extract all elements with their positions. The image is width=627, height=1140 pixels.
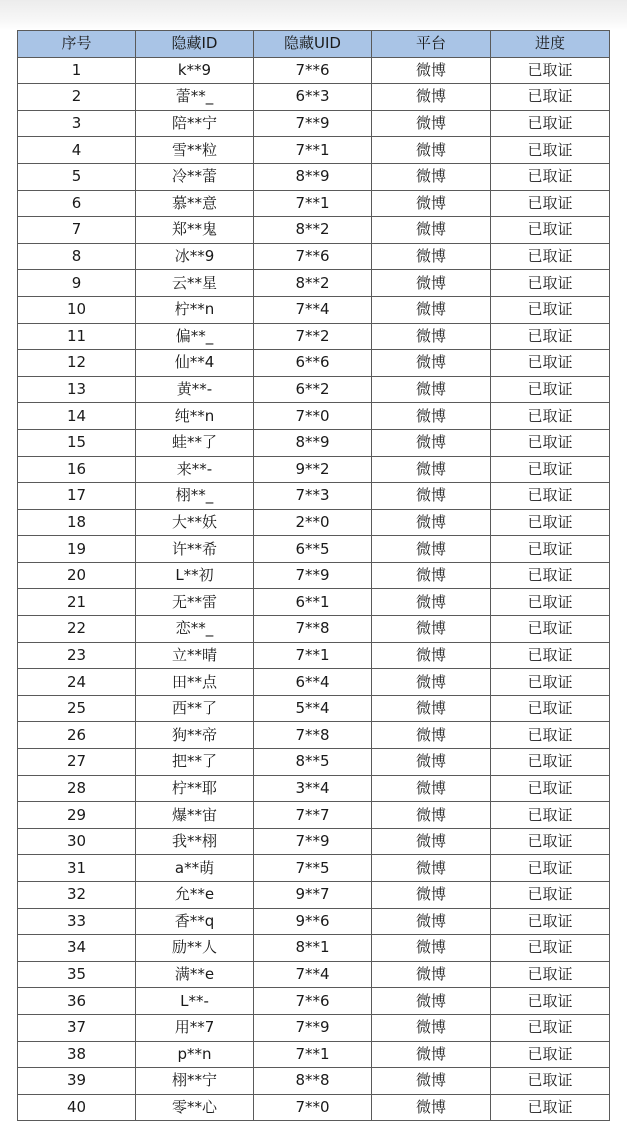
cell-index: 3 bbox=[18, 110, 136, 137]
header-hidden-uid: 隐藏UID bbox=[254, 31, 372, 58]
table-row bbox=[18, 163, 610, 190]
cell-progress: 已取证 bbox=[491, 1094, 610, 1121]
cell-hidden-uid: 9**7 bbox=[254, 882, 372, 909]
table-row bbox=[18, 616, 610, 643]
cell-progress: 已取证 bbox=[491, 483, 610, 510]
table-row bbox=[18, 296, 610, 323]
cell-index: 10 bbox=[18, 296, 136, 323]
cell-hidden-uid: 8**2 bbox=[254, 270, 372, 297]
cell-hidden-uid: 7**8 bbox=[254, 722, 372, 749]
cell-progress: 已取证 bbox=[491, 243, 610, 270]
cell-index: 37 bbox=[18, 1014, 136, 1041]
cell-index: 27 bbox=[18, 749, 136, 776]
cell-platform: 微博 bbox=[372, 1068, 491, 1095]
cell-platform: 微博 bbox=[372, 616, 491, 643]
cell-hidden-id: L**- bbox=[136, 988, 254, 1015]
cell-hidden-id: 许**希 bbox=[136, 536, 254, 563]
cell-platform: 微博 bbox=[372, 429, 491, 456]
cell-hidden-id: 大**妖 bbox=[136, 509, 254, 536]
cell-progress: 已取证 bbox=[491, 509, 610, 536]
cell-hidden-uid: 7**7 bbox=[254, 802, 372, 829]
cell-platform: 微博 bbox=[372, 855, 491, 882]
cell-hidden-id: 栩**宁 bbox=[136, 1068, 254, 1095]
cell-platform: 微博 bbox=[372, 669, 491, 696]
cell-index: 15 bbox=[18, 429, 136, 456]
cell-hidden-id: 来**- bbox=[136, 456, 254, 483]
cell-progress: 已取证 bbox=[491, 376, 610, 403]
cell-hidden-uid: 8**1 bbox=[254, 935, 372, 962]
cell-index: 21 bbox=[18, 589, 136, 616]
cell-index: 31 bbox=[18, 855, 136, 882]
table-row bbox=[18, 57, 610, 84]
cell-hidden-id: 蕾**_ bbox=[136, 84, 254, 111]
cell-hidden-uid: 7**6 bbox=[254, 988, 372, 1015]
cell-hidden-uid: 6**6 bbox=[254, 350, 372, 377]
cell-hidden-uid: 8**8 bbox=[254, 1068, 372, 1095]
cell-platform: 微博 bbox=[372, 110, 491, 137]
cell-hidden-id: 柠**n bbox=[136, 296, 254, 323]
cell-index: 5 bbox=[18, 163, 136, 190]
cell-hidden-id: 用**7 bbox=[136, 1014, 254, 1041]
cell-platform: 微博 bbox=[372, 84, 491, 111]
cell-hidden-uid: 7**4 bbox=[254, 296, 372, 323]
cell-index: 8 bbox=[18, 243, 136, 270]
cell-index: 14 bbox=[18, 403, 136, 430]
table-row bbox=[18, 642, 610, 669]
cell-hidden-uid: 8**9 bbox=[254, 429, 372, 456]
cell-progress: 已取证 bbox=[491, 988, 610, 1015]
table-row bbox=[18, 323, 610, 350]
cell-index: 17 bbox=[18, 483, 136, 510]
cell-index: 30 bbox=[18, 828, 136, 855]
cell-progress: 已取证 bbox=[491, 110, 610, 137]
cell-hidden-uid: 6**3 bbox=[254, 84, 372, 111]
cell-hidden-uid: 7**2 bbox=[254, 323, 372, 350]
cell-progress: 已取证 bbox=[491, 775, 610, 802]
cell-index: 1 bbox=[18, 57, 136, 84]
cell-index: 22 bbox=[18, 616, 136, 643]
cell-hidden-uid: 7**8 bbox=[254, 616, 372, 643]
cell-platform: 微博 bbox=[372, 376, 491, 403]
cell-hidden-id: 爆**宙 bbox=[136, 802, 254, 829]
table-body bbox=[18, 57, 610, 1121]
cell-progress: 已取证 bbox=[491, 616, 610, 643]
cell-hidden-id: 香**q bbox=[136, 908, 254, 935]
cell-index: 25 bbox=[18, 695, 136, 722]
cell-progress: 已取证 bbox=[491, 217, 610, 244]
cell-index: 40 bbox=[18, 1094, 136, 1121]
table-row bbox=[18, 1068, 610, 1095]
cell-platform: 微博 bbox=[372, 190, 491, 217]
cell-hidden-id: 狗**帝 bbox=[136, 722, 254, 749]
cell-index: 16 bbox=[18, 456, 136, 483]
table-row bbox=[18, 350, 610, 377]
cell-progress: 已取证 bbox=[491, 137, 610, 164]
cell-progress: 已取证 bbox=[491, 296, 610, 323]
cell-index: 23 bbox=[18, 642, 136, 669]
cell-progress: 已取证 bbox=[491, 403, 610, 430]
table-row bbox=[18, 483, 610, 510]
cell-hidden-uid: 7**9 bbox=[254, 828, 372, 855]
cell-hidden-uid: 3**4 bbox=[254, 775, 372, 802]
cell-progress: 已取证 bbox=[491, 722, 610, 749]
cell-hidden-uid: 7**9 bbox=[254, 110, 372, 137]
cell-hidden-id: 仙**4 bbox=[136, 350, 254, 377]
cell-progress: 已取证 bbox=[491, 323, 610, 350]
cell-progress: 已取证 bbox=[491, 190, 610, 217]
cell-hidden-uid: 9**2 bbox=[254, 456, 372, 483]
cell-platform: 微博 bbox=[372, 163, 491, 190]
cell-hidden-uid: 7**4 bbox=[254, 961, 372, 988]
cell-hidden-uid: 7**9 bbox=[254, 1014, 372, 1041]
cell-platform: 微博 bbox=[372, 243, 491, 270]
cell-hidden-uid: 2**0 bbox=[254, 509, 372, 536]
cell-index: 26 bbox=[18, 722, 136, 749]
cell-progress: 已取证 bbox=[491, 270, 610, 297]
table-row bbox=[18, 1014, 610, 1041]
cell-progress: 已取证 bbox=[491, 855, 610, 882]
table-row bbox=[18, 961, 610, 988]
cell-hidden-id: 满**e bbox=[136, 961, 254, 988]
cell-progress: 已取证 bbox=[491, 802, 610, 829]
cell-hidden-id: 慕**意 bbox=[136, 190, 254, 217]
cell-hidden-id: 立**晴 bbox=[136, 642, 254, 669]
cell-hidden-id: L**初 bbox=[136, 562, 254, 589]
table-row bbox=[18, 137, 610, 164]
header-index: 序号 bbox=[18, 31, 136, 58]
cell-progress: 已取证 bbox=[491, 961, 610, 988]
table-row bbox=[18, 403, 610, 430]
cell-hidden-uid: 8**9 bbox=[254, 163, 372, 190]
cell-progress: 已取证 bbox=[491, 908, 610, 935]
cell-index: 6 bbox=[18, 190, 136, 217]
cell-index: 36 bbox=[18, 988, 136, 1015]
cell-index: 19 bbox=[18, 536, 136, 563]
cell-hidden-id: 蛙**了 bbox=[136, 429, 254, 456]
cell-platform: 微博 bbox=[372, 403, 491, 430]
table-row bbox=[18, 669, 610, 696]
cell-platform: 微博 bbox=[372, 802, 491, 829]
cell-progress: 已取证 bbox=[491, 1068, 610, 1095]
cell-hidden-uid: 7**1 bbox=[254, 642, 372, 669]
cell-platform: 微博 bbox=[372, 589, 491, 616]
evidence-table bbox=[17, 30, 610, 1121]
cell-hidden-id: 郑**鬼 bbox=[136, 217, 254, 244]
cell-hidden-uid: 8**5 bbox=[254, 749, 372, 776]
cell-hidden-id: 冷**蕾 bbox=[136, 163, 254, 190]
cell-progress: 已取证 bbox=[491, 536, 610, 563]
cell-hidden-id: 零**心 bbox=[136, 1094, 254, 1121]
cell-platform: 微博 bbox=[372, 1041, 491, 1068]
cell-index: 11 bbox=[18, 323, 136, 350]
cell-platform: 微博 bbox=[372, 350, 491, 377]
cell-hidden-uid: 7**1 bbox=[254, 190, 372, 217]
cell-progress: 已取证 bbox=[491, 163, 610, 190]
header-platform: 平台 bbox=[372, 31, 491, 58]
cell-hidden-id: 陪**宁 bbox=[136, 110, 254, 137]
table-row bbox=[18, 376, 610, 403]
cell-platform: 微博 bbox=[372, 722, 491, 749]
cell-index: 29 bbox=[18, 802, 136, 829]
cell-progress: 已取证 bbox=[491, 84, 610, 111]
table-row bbox=[18, 429, 610, 456]
table-row bbox=[18, 589, 610, 616]
cell-hidden-uid: 7**6 bbox=[254, 243, 372, 270]
table-row bbox=[18, 1094, 610, 1121]
cell-progress: 已取证 bbox=[491, 350, 610, 377]
cell-progress: 已取证 bbox=[491, 828, 610, 855]
cell-hidden-uid: 7**3 bbox=[254, 483, 372, 510]
cell-hidden-id: 允**e bbox=[136, 882, 254, 909]
cell-hidden-id: k**9 bbox=[136, 57, 254, 84]
cell-progress: 已取证 bbox=[491, 749, 610, 776]
cell-platform: 微博 bbox=[372, 217, 491, 244]
cell-hidden-id: 把**了 bbox=[136, 749, 254, 776]
cell-hidden-uid: 6**2 bbox=[254, 376, 372, 403]
table-row bbox=[18, 243, 610, 270]
table-header-row bbox=[18, 31, 610, 58]
cell-hidden-id: 我**栩 bbox=[136, 828, 254, 855]
cell-index: 2 bbox=[18, 84, 136, 111]
table-row bbox=[18, 110, 610, 137]
cell-platform: 微博 bbox=[372, 296, 491, 323]
cell-platform: 微博 bbox=[372, 828, 491, 855]
cell-platform: 微博 bbox=[372, 1094, 491, 1121]
cell-platform: 微博 bbox=[372, 270, 491, 297]
header-progress: 进度 bbox=[491, 31, 610, 58]
table-row bbox=[18, 217, 610, 244]
cell-platform: 微博 bbox=[372, 961, 491, 988]
cell-hidden-uid: 9**6 bbox=[254, 908, 372, 935]
cell-hidden-uid: 7**5 bbox=[254, 855, 372, 882]
cell-platform: 微博 bbox=[372, 749, 491, 776]
table-row bbox=[18, 882, 610, 909]
cell-platform: 微博 bbox=[372, 536, 491, 563]
cell-index: 32 bbox=[18, 882, 136, 909]
cell-index: 13 bbox=[18, 376, 136, 403]
table-row bbox=[18, 828, 610, 855]
cell-hidden-id: 柠**耶 bbox=[136, 775, 254, 802]
cell-platform: 微博 bbox=[372, 935, 491, 962]
cell-hidden-uid: 6**5 bbox=[254, 536, 372, 563]
cell-index: 4 bbox=[18, 137, 136, 164]
cell-hidden-uid: 7**6 bbox=[254, 57, 372, 84]
cell-index: 9 bbox=[18, 270, 136, 297]
table-row bbox=[18, 988, 610, 1015]
table-row bbox=[18, 456, 610, 483]
cell-platform: 微博 bbox=[372, 483, 491, 510]
cell-platform: 微博 bbox=[372, 908, 491, 935]
cell-hidden-id: 黄**- bbox=[136, 376, 254, 403]
cell-hidden-id: 纯**n bbox=[136, 403, 254, 430]
table-row bbox=[18, 855, 610, 882]
table-row bbox=[18, 562, 610, 589]
cell-progress: 已取证 bbox=[491, 642, 610, 669]
cell-platform: 微博 bbox=[372, 562, 491, 589]
cell-index: 34 bbox=[18, 935, 136, 962]
cell-hidden-id: 田**点 bbox=[136, 669, 254, 696]
cell-platform: 微博 bbox=[372, 456, 491, 483]
table-row bbox=[18, 190, 610, 217]
header-hidden-id: 隐藏ID bbox=[136, 31, 254, 58]
cell-progress: 已取证 bbox=[491, 589, 610, 616]
table-row bbox=[18, 270, 610, 297]
cell-hidden-id: 云**星 bbox=[136, 270, 254, 297]
table-row bbox=[18, 722, 610, 749]
cell-hidden-id: 雪**粒 bbox=[136, 137, 254, 164]
cell-hidden-id: 偏**_ bbox=[136, 323, 254, 350]
cell-hidden-uid: 7**9 bbox=[254, 562, 372, 589]
cell-hidden-id: a**萌 bbox=[136, 855, 254, 882]
cell-progress: 已取证 bbox=[491, 429, 610, 456]
cell-hidden-id: 无**雷 bbox=[136, 589, 254, 616]
cell-platform: 微博 bbox=[372, 137, 491, 164]
cell-platform: 微博 bbox=[372, 1014, 491, 1041]
cell-platform: 微博 bbox=[372, 775, 491, 802]
cell-progress: 已取证 bbox=[491, 562, 610, 589]
table-row bbox=[18, 908, 610, 935]
cell-index: 39 bbox=[18, 1068, 136, 1095]
cell-platform: 微博 bbox=[372, 988, 491, 1015]
table-row bbox=[18, 536, 610, 563]
cell-platform: 微博 bbox=[372, 323, 491, 350]
cell-hidden-id: 励**人 bbox=[136, 935, 254, 962]
cell-hidden-uid: 7**0 bbox=[254, 403, 372, 430]
cell-progress: 已取证 bbox=[491, 882, 610, 909]
cell-hidden-id: 西**了 bbox=[136, 695, 254, 722]
table-row bbox=[18, 749, 610, 776]
cell-platform: 微博 bbox=[372, 57, 491, 84]
cell-progress: 已取证 bbox=[491, 456, 610, 483]
cell-hidden-uid: 6**1 bbox=[254, 589, 372, 616]
cell-progress: 已取证 bbox=[491, 669, 610, 696]
cell-index: 38 bbox=[18, 1041, 136, 1068]
cell-index: 28 bbox=[18, 775, 136, 802]
cell-hidden-id: 栩**_ bbox=[136, 483, 254, 510]
cell-hidden-uid: 7**0 bbox=[254, 1094, 372, 1121]
cell-progress: 已取证 bbox=[491, 695, 610, 722]
cell-hidden-uid: 5**4 bbox=[254, 695, 372, 722]
cell-hidden-uid: 7**1 bbox=[254, 1041, 372, 1068]
cell-hidden-uid: 6**4 bbox=[254, 669, 372, 696]
table-row bbox=[18, 509, 610, 536]
cell-hidden-id: 冰**9 bbox=[136, 243, 254, 270]
table-row bbox=[18, 84, 610, 111]
cell-index: 35 bbox=[18, 961, 136, 988]
cell-index: 18 bbox=[18, 509, 136, 536]
cell-index: 7 bbox=[18, 217, 136, 244]
cell-hidden-uid: 7**1 bbox=[254, 137, 372, 164]
cell-platform: 微博 bbox=[372, 695, 491, 722]
cell-index: 33 bbox=[18, 908, 136, 935]
cell-hidden-id: p**n bbox=[136, 1041, 254, 1068]
cell-hidden-id: 恋**_ bbox=[136, 616, 254, 643]
table-row bbox=[18, 935, 610, 962]
table-row bbox=[18, 695, 610, 722]
cell-index: 20 bbox=[18, 562, 136, 589]
cell-progress: 已取证 bbox=[491, 57, 610, 84]
cell-hidden-uid: 8**2 bbox=[254, 217, 372, 244]
table-row bbox=[18, 775, 610, 802]
cell-progress: 已取证 bbox=[491, 935, 610, 962]
table-row bbox=[18, 802, 610, 829]
evidence-table-sheet bbox=[17, 30, 609, 1122]
cell-index: 12 bbox=[18, 350, 136, 377]
cell-platform: 微博 bbox=[372, 509, 491, 536]
cell-progress: 已取证 bbox=[491, 1041, 610, 1068]
cell-index: 24 bbox=[18, 669, 136, 696]
cell-progress: 已取证 bbox=[491, 1014, 610, 1041]
table-row bbox=[18, 1041, 610, 1068]
cell-platform: 微博 bbox=[372, 642, 491, 669]
cell-platform: 微博 bbox=[372, 882, 491, 909]
